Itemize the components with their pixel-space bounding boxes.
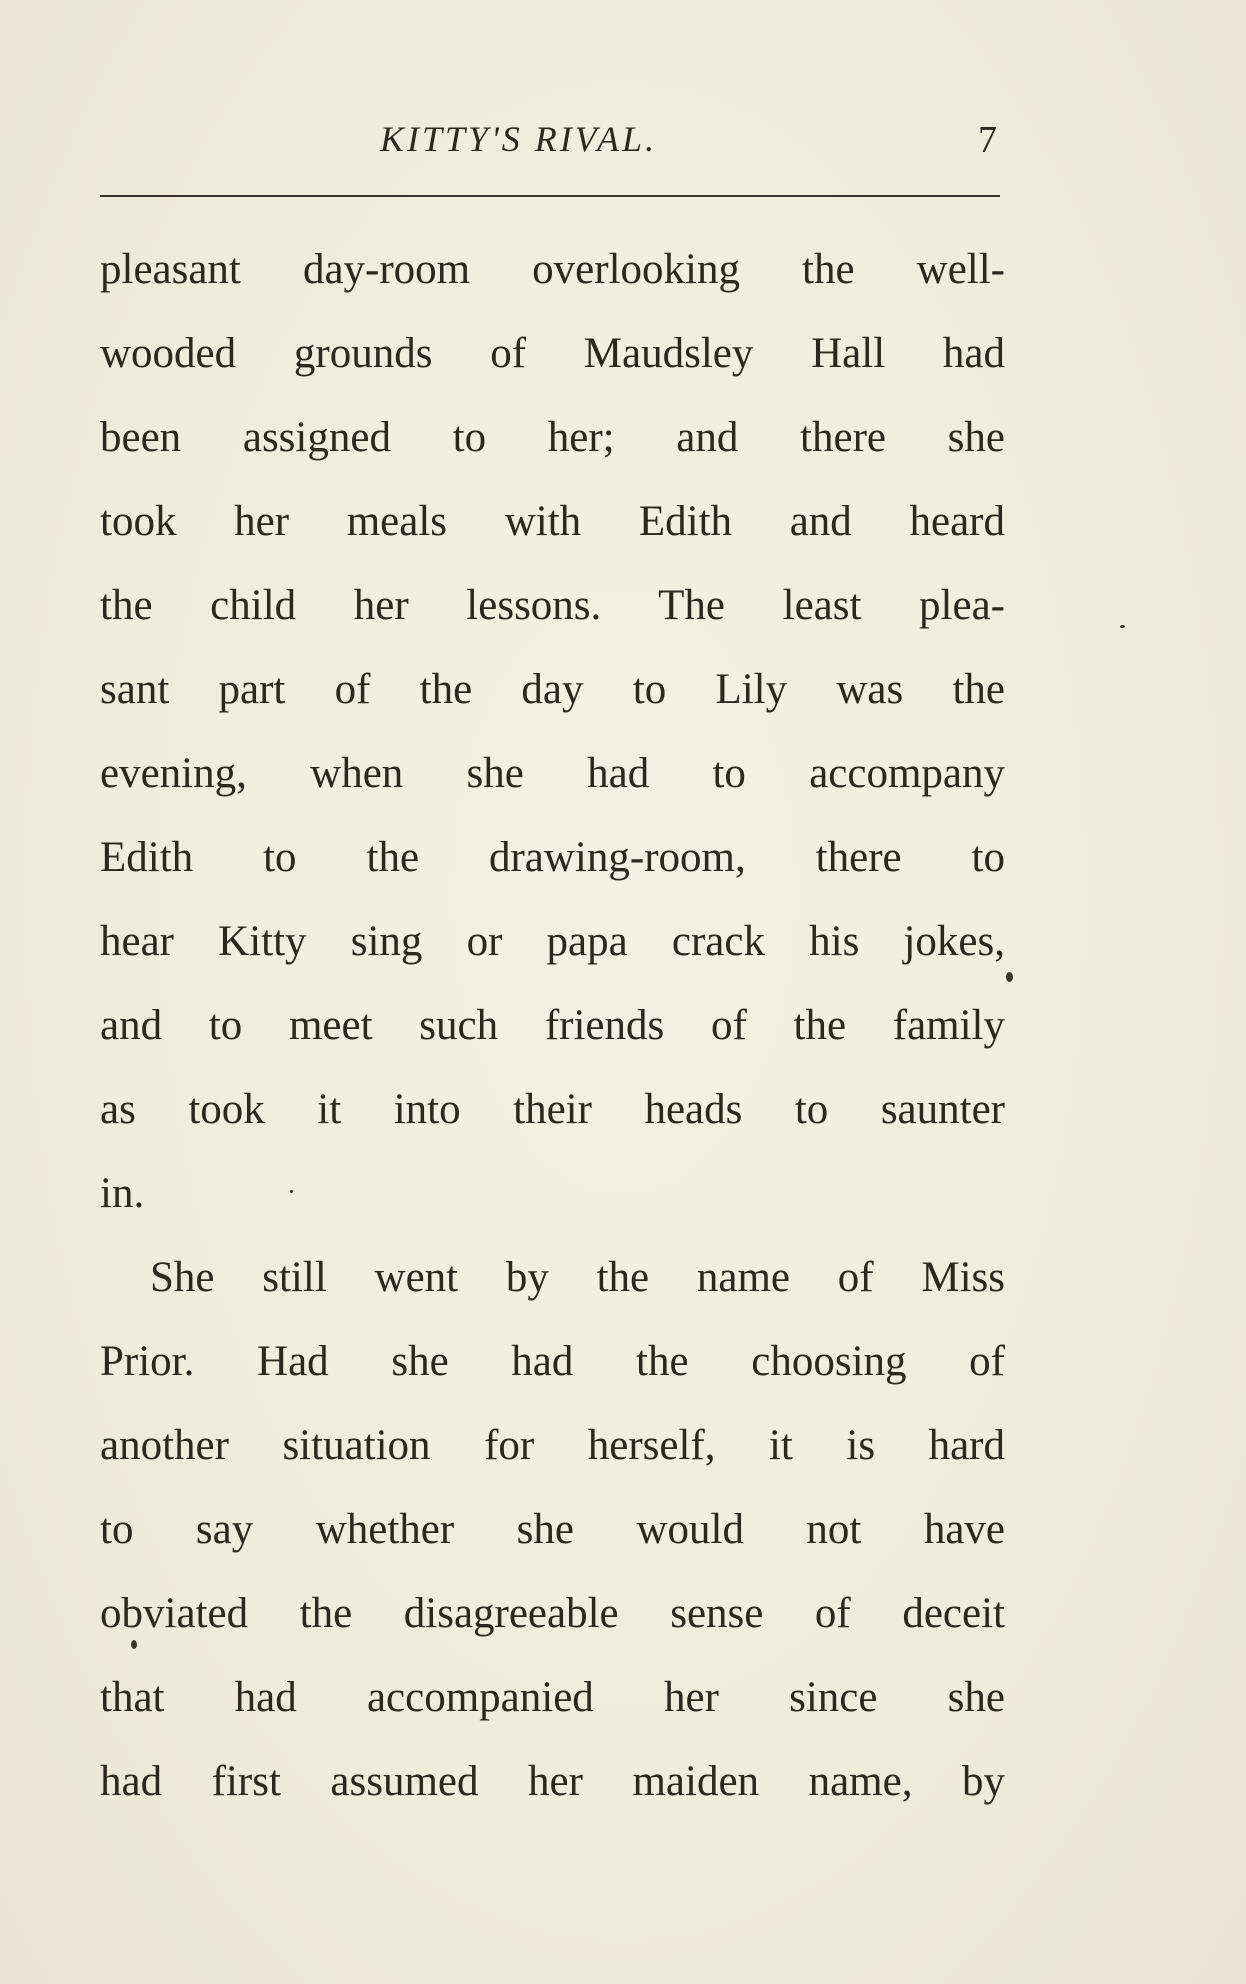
running-title: KITTY'S RIVAL.: [380, 119, 658, 159]
body-text: [100, 228, 1005, 1824]
text-line: as took it into their heads to saunter: [100, 1086, 1005, 1133]
paragraph-start-line: She still went by the name of Miss: [150, 1254, 1005, 1301]
text-line: been assigned to her; and there she: [100, 414, 1005, 461]
text-line: sant part of the day to Lily was the: [100, 666, 1005, 713]
ink-speck: [290, 1190, 293, 1193]
text-line: wooded grounds of Maudsley Hall had: [100, 330, 1005, 377]
ink-speck: [1120, 625, 1125, 628]
text-line: took her meals with Edith and heard: [100, 498, 1005, 545]
text-line: that had accompanied her since she: [100, 1674, 1005, 1721]
text-line: Edith to the drawing-room, there to: [100, 834, 1005, 881]
text-line: the child her lessons. The least plea-: [100, 582, 1005, 629]
ink-speck: [1006, 972, 1013, 982]
header-rule: [100, 195, 1000, 197]
text-line: Prior. Had she had the choosing of: [100, 1338, 1005, 1385]
text-line: had first assumed her maiden name, by: [100, 1758, 1005, 1805]
paragraph-end-line: in.: [100, 1170, 145, 1217]
ink-speck: [131, 1640, 137, 1649]
running-head: [0, 118, 1246, 168]
text-line: to say whether she would not have: [100, 1506, 1005, 1553]
text-line: another situation for herself, it is hard: [100, 1422, 1005, 1469]
text-line: hear Kitty sing or papa crack his jokes,: [100, 918, 1005, 965]
text-line: evening, when she had to accompany: [100, 750, 1005, 797]
text-line: pleasant day-room overlooking the well-: [100, 246, 1005, 293]
page-number: 7: [978, 119, 997, 161]
text-line: and to meet such friends of the family: [100, 1002, 1005, 1049]
text-line: obviated the disagreeable sense of deceit: [100, 1590, 1005, 1637]
